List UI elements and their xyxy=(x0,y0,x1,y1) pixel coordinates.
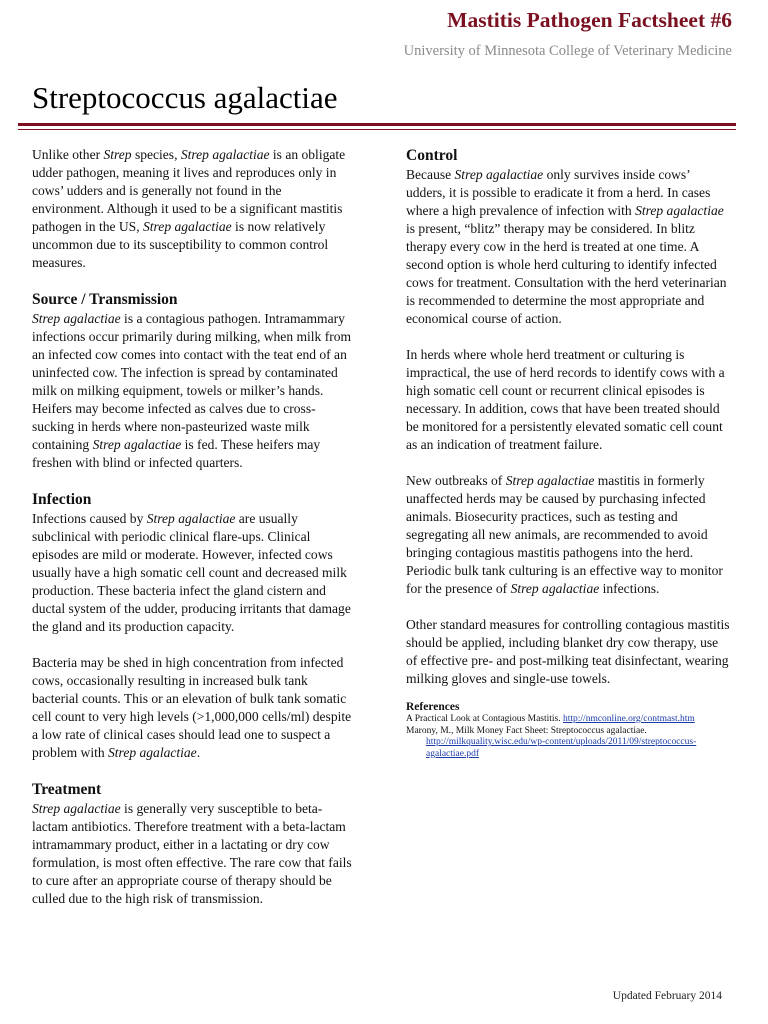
factsheet-title: Mastitis Pathogen Factsheet #6 xyxy=(447,8,732,32)
reference-2 xyxy=(406,726,730,738)
italic-term: Strep agalactiae xyxy=(32,801,121,816)
italic-term: Strep agalactiae xyxy=(505,473,595,488)
text-run: infections. xyxy=(599,581,660,596)
text-run: is present, “blitz” therapy may be considered. In blitz therapy every cow in the herd is treated at one time. A second option is whole herd culturing to identify infected cows for treatment. Consultation with the herd veterinarian is recommended to determine the most appropriate and economical course of action. xyxy=(406,221,727,326)
text-run: . xyxy=(196,745,201,760)
italic-term: Strep agalactiae xyxy=(146,511,236,526)
italic-term: Strep agalactiae xyxy=(635,203,724,218)
title-rule-thick xyxy=(18,123,736,126)
intro-paragraph xyxy=(32,146,356,272)
infection-paragraph-1 xyxy=(32,510,356,636)
treatment-heading: Treatment xyxy=(32,781,102,798)
italic-term: Strep agalactiae xyxy=(454,167,544,182)
text-run: is generally very susceptible to beta-lactam antibiotics. Therefore treatment with a beta-lactam intramammary product, either in a lactating or dry cow formulation, is most often effective. The rare cow that fails to cure after an appropriate course of therapy should be culled due to the high risk of transmission. xyxy=(32,801,352,906)
reference-1 xyxy=(406,714,730,726)
italic-term: Strep agalactiae xyxy=(143,219,232,234)
text-run: Bacteria may be shed in high concentration from infected cows, occasionally resulting in increased bulk tank bacterial counts. This or an elevation of bulk tank somatic cell count to very high levels (>1,000,000 cells/ml) despite a low rate of clinical cases should lead one to suspect a problem with xyxy=(32,655,352,760)
reference-1-link[interactable]: http://nmconline.org/contmast.htm xyxy=(563,714,695,724)
text-run: Infections caused by xyxy=(32,511,147,526)
source-heading: Source / Transmission xyxy=(32,291,178,308)
italic-term: Strep xyxy=(103,147,132,162)
page-title: Streptococcus agalactiae xyxy=(32,80,338,115)
reference-2-link[interactable]: http://milkquality.wisc.edu/wp-content/uploads/2011/09/streptococcus-agalactiae.pdf xyxy=(426,737,697,759)
text-run: New outbreaks of xyxy=(406,473,506,488)
infection-paragraph-2 xyxy=(32,654,356,762)
control-paragraph-4 xyxy=(406,616,730,688)
control-paragraph-1 xyxy=(406,166,730,328)
infection-heading: Infection xyxy=(32,491,92,508)
reference-1-text: A Practical Look at Contagious Mastitis. xyxy=(406,714,563,724)
text-run: only survives inside cows’ udders, it is possible to eradicate it from a herd. In cases where a high prevalence of infection with xyxy=(406,167,711,218)
references xyxy=(406,700,730,760)
text-run: is now relatively uncommon due to its susceptibility to common control measures. xyxy=(32,219,329,270)
right-column xyxy=(406,146,730,760)
text-run: Because xyxy=(406,167,455,182)
control-paragraph-2 xyxy=(406,346,730,454)
reference-2-text: Marony, M., Milk Money Fact Sheet: Streptococcus agalactiae. xyxy=(406,725,647,736)
treatment-paragraph xyxy=(32,800,356,908)
source-paragraph xyxy=(32,310,356,472)
text-run: is an obligate udder pathogen, meaning it lives and reproduces only in cows’ udders and is generally not found in the environment. Although it used to be a significant mastitis pathogen in the US, xyxy=(32,147,346,234)
control-paragraph-3 xyxy=(406,472,730,598)
reference-2-link-line xyxy=(406,737,730,760)
italic-term: Strep agalactiae xyxy=(180,147,270,162)
italic-term: Strep agalactiae xyxy=(108,745,197,760)
text-run: Unlike other xyxy=(32,147,104,162)
institution-subtitle: University of Minnesota College of Veterinary Medicine xyxy=(403,43,732,59)
title-rule-thin xyxy=(18,129,736,130)
text-run: are usually subclinical with periodic clinical flare-ups. Clinical episodes are mild or moderate. However, infected cows usually have a high somatic cell count and decreased milk production. These bacteria infect the gland cistern and ductal system of the udder, producing irritants that damage the gland and its production capacity. xyxy=(32,511,351,634)
text-run: In herds where whole herd treatment or culturing is impractical, the use of herd records to identify cows with a high somatic cell count or recurrent clinical episodes is necessary. In addition, cows that have been treated should be monitored for a persistently elevated somatic cell count as an indication of treatment failure. xyxy=(406,347,725,452)
italic-term: Strep agalactiae xyxy=(510,581,600,596)
text-run: is a contagious pathogen. Intramammary infections occur primarily during milking, when milk from an infected cow comes into contact with the teat end of an uninfected cow. The infection is spread by contaminated milk on milking equipment, towels or milker’s hands. Heifers may become infected as calves due to cross-sucking in herds where non-pasteurized waste milk containing xyxy=(32,311,352,452)
text-run: Other standard measures for controlling contagious mastitis should be applied, including blanket dry cow therapy, use of effective pre- and post-milking teat disinfectant, wearing milking gloves and single-use towels. xyxy=(406,617,730,686)
text-run: is fed. These heifers may freshen with blind or infected quarters. xyxy=(32,437,321,470)
text-run: mastitis in formerly unaffected herds may be caused by purchasing infected animals. Biosecurity practices, such as testing and segregating all new animals, are recommended to avoid bringing contagious mastitis pathogens into the herd. Periodic bulk tank culturing is an effective way to monitor for the presence of xyxy=(406,473,723,596)
updated-date: Updated February 2014 xyxy=(612,990,722,1002)
left-column xyxy=(32,146,356,908)
text-run: species, xyxy=(131,147,181,162)
italic-term: Strep agalactiae xyxy=(92,437,182,452)
italic-term: Strep agalactiae xyxy=(32,311,121,326)
references-heading: References xyxy=(406,701,460,713)
control-heading: Control xyxy=(406,147,458,164)
